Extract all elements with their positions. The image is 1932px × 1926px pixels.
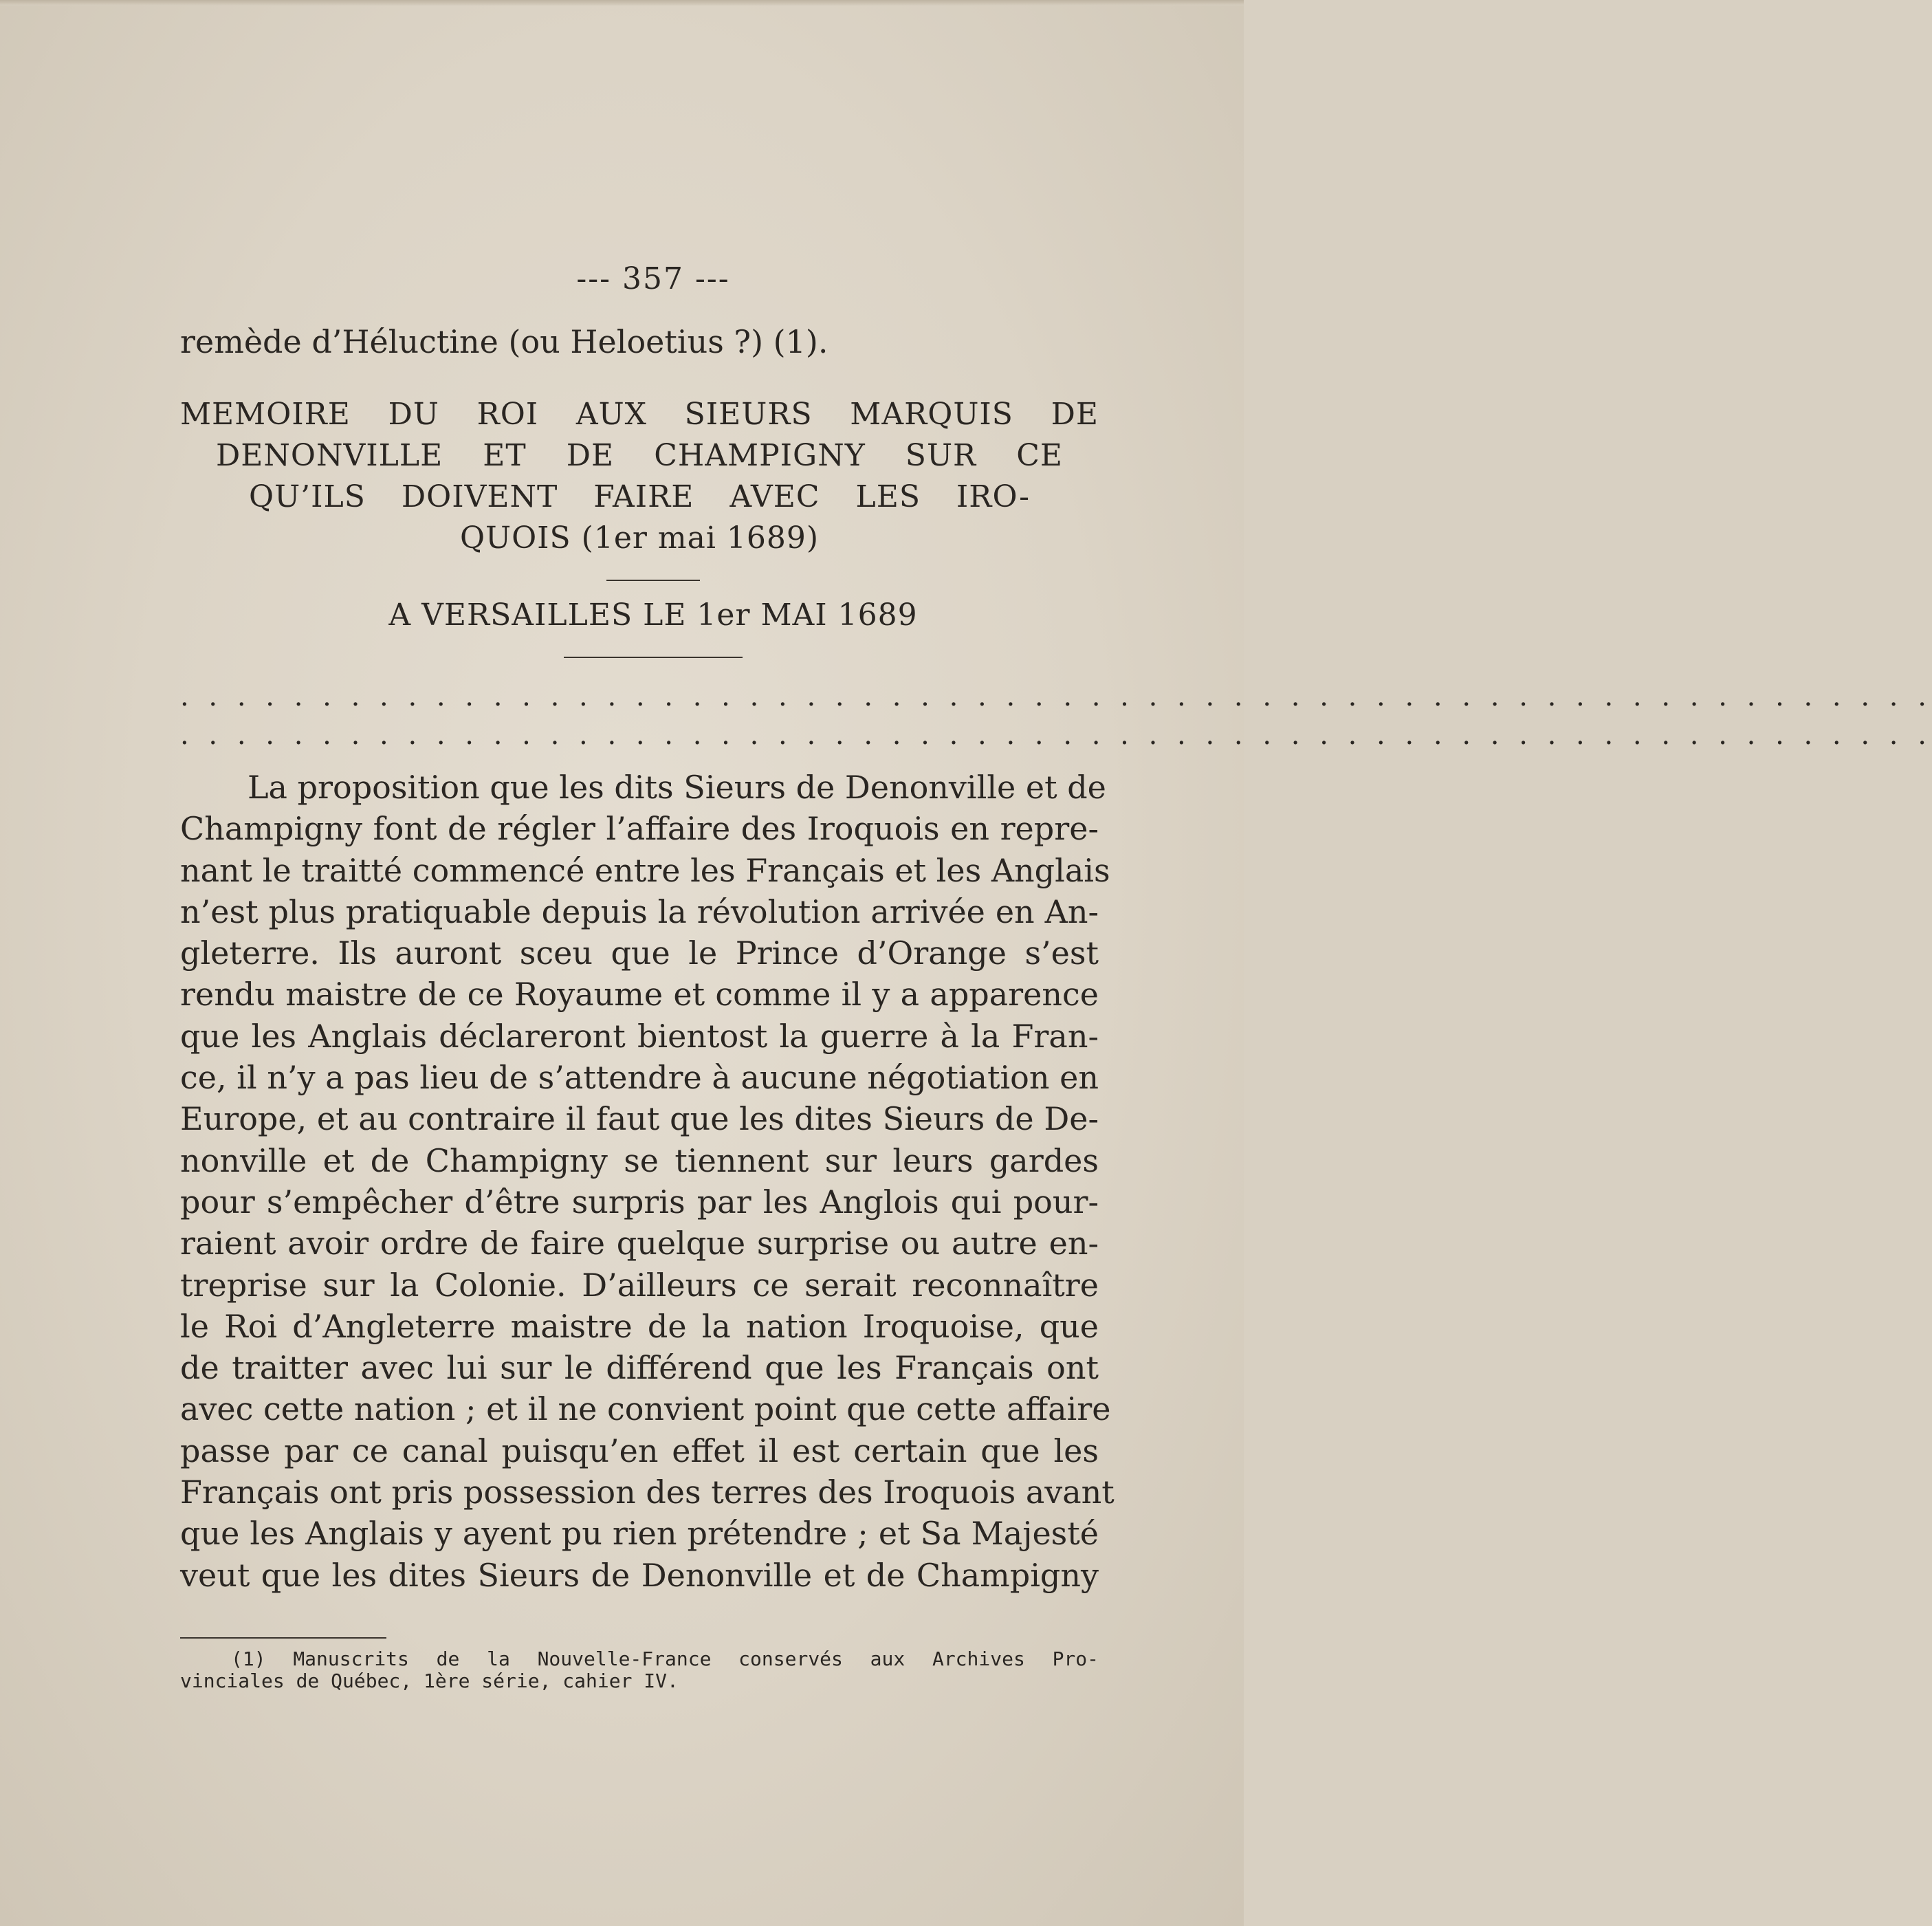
page-top-edge (0, 0, 1244, 6)
footnote-line: (1) Manuscrits de la Nouvelle-France conservés aux Archives Pro- (231, 1647, 1099, 1670)
heading-divider (606, 580, 700, 581)
body-line: nant le traitté commencé entre les Français et les Anglais (180, 851, 1110, 889)
body-line: n’est plus pratiquable depuis la révolution arrivée en An- (180, 893, 1099, 930)
place-date-heading: A VERSAILLES LE 1er MAI 1689 (388, 598, 918, 633)
document-heading (180, 394, 1099, 559)
body-line: rendu maistre de ce Royaume et comme il y a apparence (180, 976, 1099, 1014)
body-line: La proposition que les dits Sieurs de Denonville et de (248, 769, 1106, 806)
heading-line: MEMOIRE DU ROI AUX SIEURS MARQUIS DE (180, 397, 1099, 432)
body-line: Français ont pris possession des terres des Iroquois avant (180, 1474, 1115, 1511)
omission-dots: . . . . . . . . . . . . . . . . . . . . . . . . . . . . . . . . . . . . . . . . . . . . . . . . . . . . . . . . . . . . . . (180, 719, 1932, 751)
body-line: que les Anglais déclareront bientost la guerre à la Fran- (180, 1017, 1099, 1055)
body-line: de traitter avec lui sur le différend que les Français ont (180, 1349, 1099, 1387)
heading-line: DENONVILLE ET DE CHAMPIGNY SUR CE (216, 438, 1063, 473)
subheading-divider (564, 657, 743, 658)
footnote-line: vinciales de Québec, 1ère série, cahier IV. (180, 1669, 679, 1692)
page-content (180, 261, 1932, 1692)
body-line: raient avoir ordre de faire quelque surprise ou autre en- (180, 1225, 1099, 1262)
footnote (180, 1648, 1099, 1692)
body-line: passe par ce canal puisqu’en effet il est certain que les (180, 1432, 1099, 1469)
body-line: pour s’empêcher d’être surpris par les Anglois qui pour- (180, 1183, 1099, 1221)
body-line: que les Anglais y ayent pu rien prétendre ; et Sa Majesté (180, 1515, 1099, 1553)
heading-line: QUOIS (1er mai 1689) (459, 521, 820, 556)
carry-over-line: remède d’Héluctine (ou Heloetius ?) (1). (180, 323, 828, 360)
body-line: le Roi d’Angleterre maistre de la nation Iroquoise, que (180, 1307, 1099, 1345)
body-line: nonville et de Champigny se tiennent sur leurs gardes (180, 1141, 1099, 1179)
footnote-divider (180, 1637, 386, 1639)
omission-dots: . . . . . . . . . . . . . . . . . . . . . . . . . . . . . . . . . . . . . . . . . . . . . . . . . . . . . . . . . . . . . . (180, 681, 1932, 712)
body-line: treprise sur la Colonie. D’ailleurs ce serait reconnaître (180, 1266, 1099, 1304)
body-line: avec cette nation ; et il ne convient point que cette affaire (180, 1390, 1111, 1428)
page-number: --- 357 --- (576, 261, 730, 296)
body-line: ce, il n’y a pas lieu de s’attendre à aucune négotiation en (180, 1059, 1099, 1097)
body-paragraph (180, 767, 1115, 1596)
heading-line: QU’ILS DOIVENT FAIRE AVEC LES IRO- (249, 479, 1030, 514)
body-line: veut que les dites Sieurs de Denonville et de Champigny (180, 1556, 1099, 1594)
body-line: Europe, et au contraire il faut que les dites Sieurs de De- (180, 1100, 1099, 1138)
body-line: gleterre. Ils auront sceu que le Prince d’Orange s’est (180, 934, 1099, 972)
body-line: Champigny font de régler l’affaire des Iroquois en repre- (180, 810, 1099, 848)
